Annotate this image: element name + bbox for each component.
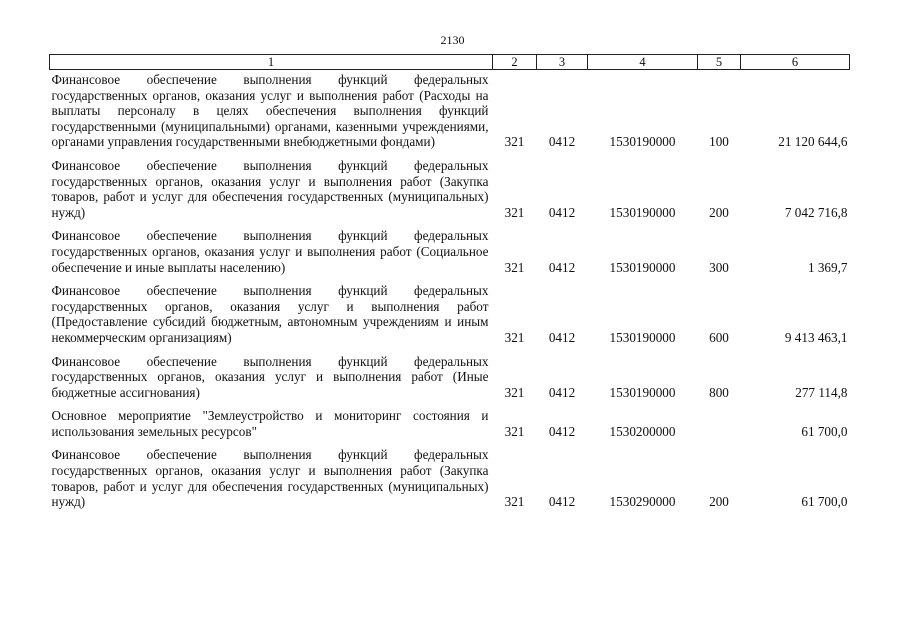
row-section-code: 0412	[548, 384, 576, 400]
table-header	[50, 55, 850, 70]
row-description: Финансовое обеспечение выполнения функций федеральных государственных органов, оказания услуг и выполнения работ (Предоставление субсидий бюджетным, автономным учреждениям и иным некоммерческим организациям)	[51, 283, 489, 345]
row-expense-type: 200	[709, 494, 729, 510]
row-expense-type: 800	[709, 384, 729, 400]
row-description: Основное мероприятие "Землеустройство и мониторинг состояния и использования земельных ресурсов"	[51, 408, 489, 439]
header-col-1: 1	[50, 55, 493, 70]
row-section-code: 0412	[548, 259, 576, 275]
row-ministry-code: 321	[504, 204, 525, 220]
row-target-code: 1530190000	[609, 134, 676, 150]
header-col-4: 4	[588, 55, 698, 70]
row-expense-type: 200	[709, 204, 729, 220]
row-section-code: 0412	[548, 494, 576, 510]
row-expense-type	[698, 406, 741, 445]
header-col-5: 5	[698, 55, 741, 70]
row-target-code: 1530200000	[609, 423, 676, 439]
header-col-3: 3	[537, 55, 588, 70]
row-ministry-code: 321	[504, 329, 525, 345]
table-row	[50, 70, 850, 156]
row-section-code: 0412	[548, 329, 576, 345]
row-amount: 61 700,0	[801, 494, 848, 510]
row-description: Финансовое обеспечение выполнения функций федеральных государственных органов, оказания услуг и выполнения работ (Социальное обеспечение и иные выплаты населению)	[51, 228, 489, 275]
page-number: 2130	[440, 33, 465, 47]
header-col-2: 2	[493, 55, 537, 70]
row-ministry-code: 321	[504, 134, 525, 150]
row-section-code: 0412	[548, 423, 576, 439]
row-target-code: 1530190000	[609, 329, 676, 345]
row-amount: 7 042 716,8	[784, 204, 848, 220]
row-amount: 277 114,8	[795, 384, 848, 400]
table-row	[50, 445, 850, 515]
table-row	[50, 406, 850, 445]
table-row	[50, 352, 850, 407]
table-row	[50, 226, 850, 281]
row-expense-type: 600	[709, 329, 729, 345]
row-target-code: 1530190000	[609, 259, 676, 275]
row-description: Финансовое обеспечение выполнения функций федеральных государственных органов, оказания услуг и выполнения работ (Иные бюджетные ассигнования)	[51, 353, 489, 400]
table-body	[50, 70, 850, 516]
header-col-6: 6	[741, 55, 850, 70]
table-row	[50, 281, 850, 351]
table-row	[50, 156, 850, 226]
row-expense-type: 300	[709, 259, 729, 275]
row-expense-type: 100	[709, 134, 729, 150]
row-description: Финансовое обеспечение выполнения функций федеральных государственных органов, оказания услуг и выполнения работ (Расходы на выплаты персоналу в целях обеспечения выполнения функций государственными (муниципальными) органами, казенными учреждениями, органами управления государственными внебюджетными фондами)	[51, 72, 489, 150]
row-target-code: 1530290000	[609, 494, 676, 510]
row-description: Финансовое обеспечение выполнения функций федеральных государственных органов, оказания услуг и выполнения работ (Закупка товаров, работ и услуг для обеспечения государственных (муниципальных) нужд)	[51, 157, 489, 220]
row-section-code: 0412	[548, 134, 576, 150]
row-target-code: 1530190000	[609, 384, 676, 400]
row-amount: 1 369,7	[807, 259, 848, 275]
row-amount: 21 120 644,6	[778, 134, 848, 150]
row-ministry-code: 321	[504, 384, 525, 400]
row-ministry-code: 321	[504, 259, 525, 275]
row-ministry-code: 321	[504, 423, 525, 439]
row-target-code: 1530190000	[609, 204, 676, 220]
row-ministry-code: 321	[504, 494, 525, 510]
row-description: Финансовое обеспечение выполнения функций федеральных государственных органов, оказания услуг и выполнения работ (Закупка товаров, работ и услуг для обеспечения государственных (муниципальных) нужд)	[51, 447, 489, 510]
budget-table	[49, 54, 850, 516]
row-amount: 61 700,0	[801, 423, 848, 439]
row-section-code: 0412	[548, 204, 576, 220]
header-row	[50, 55, 850, 70]
row-amount: 9 413 463,1	[784, 329, 848, 345]
